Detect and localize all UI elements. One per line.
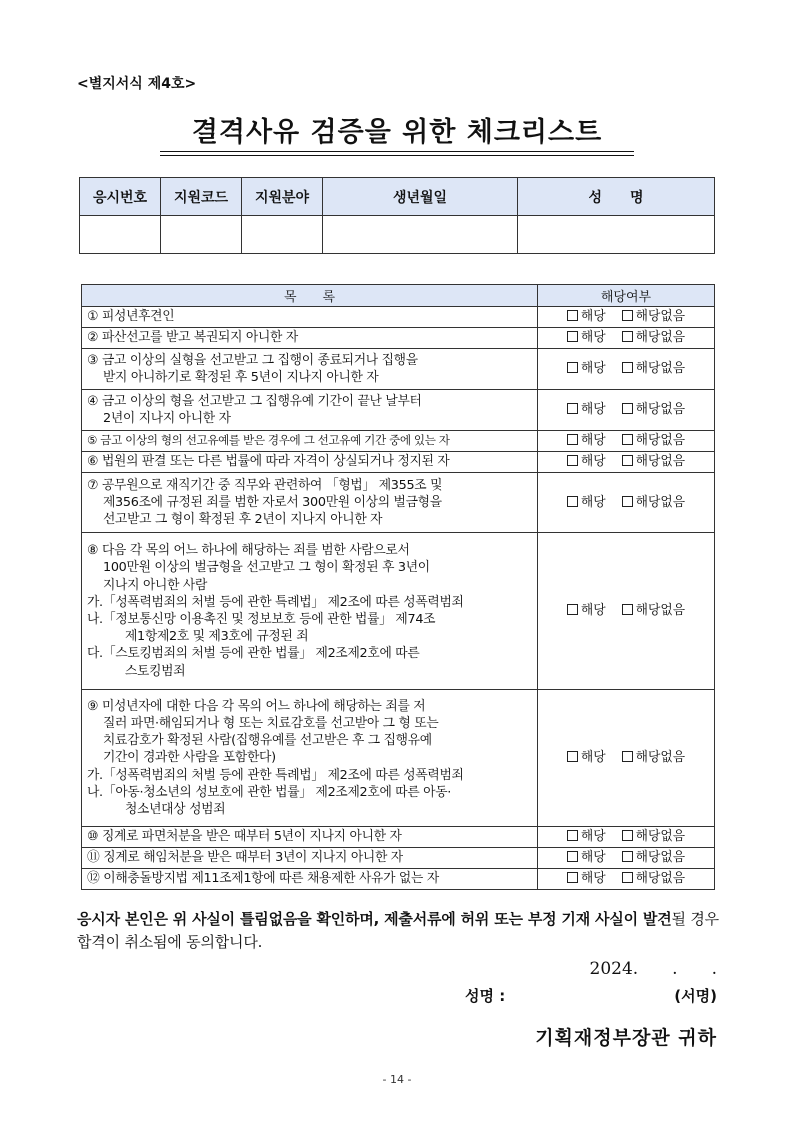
option-not-applicable[interactable]	[622, 401, 685, 418]
checkbox-icon[interactable]	[567, 455, 578, 466]
option-not-applicable[interactable]	[622, 453, 685, 470]
checklist-row	[82, 431, 715, 452]
option-applicable[interactable]	[567, 453, 606, 470]
checklist-row	[82, 848, 715, 869]
item-line: ⑧ 다음 각 목의 어느 하나에 해당하는 죄를 범한 사람으로서	[87, 543, 410, 559]
checklist-item-text	[82, 827, 538, 848]
option-not-applicable[interactable]	[622, 849, 685, 866]
header-applicability: 해당여부	[538, 285, 715, 307]
checkbox-label: 해당없음	[635, 309, 686, 325]
checkbox-label: 해당없음	[635, 330, 686, 346]
page-title: 결격사유 검증을 위한 체크리스트	[191, 117, 603, 148]
checklist-row	[82, 452, 715, 473]
checkbox-icon[interactable]	[567, 403, 578, 414]
checklist-item-text	[82, 690, 538, 827]
item-line: ⑦ 공무원으로 재직기간 중 직무와 관련하여 「형법」 제355조 및	[87, 477, 443, 493]
checkbox-icon[interactable]	[622, 851, 633, 862]
consent-statement	[77, 908, 719, 954]
checkbox-label: 해당없음	[635, 402, 686, 418]
option-applicable[interactable]	[567, 494, 606, 511]
checklist-item-text	[82, 848, 538, 869]
header-birth-date: 생년월일	[323, 178, 518, 216]
birth-date-field[interactable]	[323, 216, 518, 254]
sub-item-line: 다.「스토킹범죄의 처벌 등에 관한 법률」 제2조제2호에 따른	[87, 646, 420, 662]
checkbox-label: 해당	[580, 850, 606, 866]
option-applicable[interactable]	[567, 849, 606, 866]
checklist-row	[82, 473, 715, 533]
applicability-cell	[538, 390, 715, 431]
checkbox-icon[interactable]	[622, 872, 633, 883]
item-line: ① 피성년후견인	[87, 309, 175, 325]
item-line: ⑥ 법원의 판결 또는 다른 법률에 따라 자격이 상실되거나 정지된 자	[87, 454, 450, 470]
checkbox-icon[interactable]	[622, 403, 633, 414]
option-not-applicable[interactable]	[622, 432, 685, 449]
checkbox-label: 해당	[580, 494, 606, 510]
checkbox-label: 해당없음	[635, 361, 686, 377]
option-not-applicable[interactable]	[622, 308, 685, 325]
checkbox-label: 해당없음	[635, 850, 686, 866]
checklist-item-text	[82, 473, 538, 533]
checkbox-icon[interactable]	[622, 496, 633, 507]
option-not-applicable[interactable]	[622, 494, 685, 511]
item-line: 지나지 아니한 사람	[103, 577, 208, 593]
option-not-applicable[interactable]	[622, 828, 685, 845]
option-applicable[interactable]	[567, 329, 606, 346]
option-applicable[interactable]	[567, 870, 606, 887]
checkbox-label: 해당	[580, 750, 606, 766]
item-line: ③ 금고 이상의 실형을 선고받고 그 집행이 종료되거나 집행을	[87, 352, 418, 368]
checkbox-icon[interactable]	[622, 434, 633, 445]
applicability-cell	[538, 328, 715, 349]
option-not-applicable[interactable]	[622, 360, 685, 377]
checkbox-icon[interactable]	[622, 362, 633, 373]
addressee: 기획재정부장관 귀하	[535, 1027, 717, 1049]
application-field-field[interactable]	[242, 216, 323, 254]
applicability-cell	[538, 452, 715, 473]
item-line: ⑩ 징계로 파면처분을 받은 때부터 5년이 지나지 아니한 자	[87, 829, 402, 845]
name-field[interactable]	[518, 216, 715, 254]
checklist-row	[82, 328, 715, 349]
checkbox-icon[interactable]	[622, 310, 633, 321]
item-line: 기간이 경과한 사람을 포함한다)	[103, 750, 276, 766]
checklist-item-text	[82, 869, 538, 890]
item-line: ② 파산선고를 받고 복권되지 아니한 자	[87, 330, 298, 346]
checkbox-label: 해당없음	[635, 750, 686, 766]
sub-item-line: 가.「성폭력범죄의 처벌 등에 관한 특례법」 제2조에 따른 성폭력범죄	[87, 767, 464, 783]
checklist-body	[82, 307, 715, 890]
item-line: 받지 아니하기로 확정된 후 5년이 지나지 아니한 자	[103, 370, 379, 385]
applicability-cell	[538, 431, 715, 452]
checkbox-label: 해당	[580, 454, 606, 470]
checklist-row	[82, 307, 715, 328]
checkbox-label: 해당	[580, 871, 606, 887]
item-line: ⑨ 미성년자에 대한 다음 각 목의 어느 하나에 해당하는 죄를 저	[87, 698, 426, 714]
date-line: 2024. . .	[589, 959, 717, 979]
checkbox-icon[interactable]	[567, 434, 578, 445]
sub-item-line: 제1항제2호 및 제3호에 규정된 죄	[125, 629, 309, 645]
option-applicable[interactable]	[567, 401, 606, 418]
option-applicable[interactable]	[567, 432, 606, 449]
sub-item-line: 청소년대상 성범죄	[125, 802, 226, 817]
page-number: - 14 -	[382, 1073, 412, 1086]
applicability-cell	[538, 533, 715, 690]
checklist-row	[82, 827, 715, 848]
applicability-cell	[538, 848, 715, 869]
checkbox-label: 해당없음	[635, 454, 686, 470]
option-applicable[interactable]	[567, 749, 606, 766]
header-item-list: 목 록	[82, 285, 538, 307]
checklist-row	[82, 533, 715, 690]
checkbox-icon[interactable]	[567, 604, 578, 615]
form-number-label: <별지서식 제4호>	[77, 76, 197, 92]
item-line: ⑫ 이해충돌방지법 제11조제1항에 따른 채용제한 사유가 없는 자	[87, 871, 439, 887]
option-not-applicable[interactable]	[622, 602, 685, 619]
checklist-item-text	[82, 328, 538, 349]
checkbox-label: 해당없음	[635, 871, 686, 887]
option-applicable[interactable]	[567, 360, 606, 377]
checkbox-icon[interactable]	[622, 751, 633, 762]
option-not-applicable[interactable]	[622, 870, 685, 887]
item-line: 치료감호가 확정된 사람(집행유예를 선고받은 후 그 집행유예	[103, 733, 432, 749]
checkbox-icon[interactable]	[567, 331, 578, 342]
checklist-row	[82, 390, 715, 431]
checkbox-icon[interactable]	[567, 872, 578, 883]
checklist-item-text	[82, 349, 538, 390]
checkbox-icon[interactable]	[622, 455, 633, 466]
disqualification-checklist-table	[81, 284, 715, 890]
item-line: 선고받고 그 형이 확정된 후 2년이 지나지 아니한 자	[103, 512, 383, 528]
consent-bold-text: 응시자 본인은 위 사실이 틀림없음을 확인하며, 제출서류에 허위 또는 부정 기재 사실이 발견	[77, 910, 672, 928]
checklist-row	[82, 349, 715, 390]
title-underline	[160, 151, 634, 156]
checkbox-label: 해당	[580, 433, 606, 449]
checkbox-label: 해당없음	[635, 433, 686, 449]
header-application-field: 지원분야	[242, 178, 323, 216]
applicability-cell	[538, 307, 715, 328]
checkbox-icon[interactable]	[622, 331, 633, 342]
applicability-cell	[538, 473, 715, 533]
checkbox-label: 해당	[580, 603, 606, 619]
sub-item-line: 스토킹범죄	[125, 663, 186, 679]
checkbox-label: 해당없음	[635, 603, 686, 619]
sub-item-line: 나.「정보통신망 이용촉진 및 정보보호 등에 관한 법률」 제74조	[87, 612, 436, 627]
checkbox-icon[interactable]	[622, 604, 633, 615]
checkbox-label: 해당	[580, 309, 606, 325]
option-applicable[interactable]	[567, 828, 606, 845]
application-code-field[interactable]	[161, 216, 242, 254]
checklist-item-text	[82, 533, 538, 690]
checklist-row	[82, 690, 715, 827]
option-not-applicable[interactable]	[622, 329, 685, 346]
header-name: 성 명	[518, 178, 715, 216]
option-not-applicable[interactable]	[622, 749, 685, 766]
checklist-item-text	[82, 307, 538, 328]
applicability-cell	[538, 349, 715, 390]
item-line: 2년이 지나지 아니한 자	[103, 411, 231, 426]
checkbox-icon[interactable]	[567, 751, 578, 762]
checkbox-icon[interactable]	[567, 830, 578, 841]
checkbox-icon[interactable]	[622, 830, 633, 841]
signature-mark[interactable]: (서명)	[674, 987, 717, 1005]
checkbox-label: 해당	[580, 402, 606, 418]
item-line: ④ 금고 이상의 형을 선고받고 그 집행유예 기간이 끝난 날부터	[87, 393, 422, 409]
checkbox-label: 해당	[580, 330, 606, 346]
item-line: 제356조에 규정된 죄를 범한 자로서 300만원 이상의 벌금형을	[103, 494, 442, 510]
consent-normal-text: 될 경우 합격이 취소됨에 동의합니다.	[77, 910, 719, 951]
checklist-item-text	[82, 390, 538, 431]
checkbox-label: 해당	[580, 361, 606, 377]
exam-number-field[interactable]	[80, 216, 161, 254]
item-line: ⑪ 징계로 해임처분을 받은 때부터 3년이 지나지 아니한 자	[87, 850, 403, 866]
checkbox-icon[interactable]	[567, 310, 578, 321]
sub-item-line: 나.「아동·청소년의 성보호에 관한 법률」 제2조제2호에 따른 아동·	[87, 784, 452, 800]
header-exam-number: 응시번호	[80, 178, 161, 216]
item-line: ⑤ 금고 이상의 형의 선고유예를 받은 경우에 그 선고유예 기간 중에 있는 자	[87, 433, 450, 448]
item-line: 질러 파면·해임되거나 형 또는 치료감호를 선고받아 그 형 또는	[103, 715, 439, 731]
checkbox-icon[interactable]	[567, 496, 578, 507]
applicability-cell	[538, 690, 715, 827]
checkbox-icon[interactable]	[567, 851, 578, 862]
signature-label: 성명 :	[465, 987, 506, 1005]
checkbox-label: 해당	[580, 829, 606, 845]
item-line: 100만원 이상의 벌금형을 선고받고 그 형이 확정된 후 3년이	[103, 560, 430, 576]
checkbox-label: 해당없음	[635, 494, 686, 510]
applicant-info-table	[79, 177, 715, 254]
header-application-code: 지원코드	[161, 178, 242, 216]
checkbox-label: 해당없음	[635, 829, 686, 845]
sub-item-line: 가.「성폭력범죄의 처벌 등에 관한 특례법」 제2조에 따른 성폭력범죄	[87, 594, 464, 610]
option-applicable[interactable]	[567, 602, 606, 619]
applicability-cell	[538, 827, 715, 848]
checklist-row	[82, 869, 715, 890]
checkbox-icon[interactable]	[567, 362, 578, 373]
applicability-cell	[538, 869, 715, 890]
checklist-item-text	[82, 431, 538, 452]
option-applicable[interactable]	[567, 308, 606, 325]
checklist-item-text	[82, 452, 538, 473]
